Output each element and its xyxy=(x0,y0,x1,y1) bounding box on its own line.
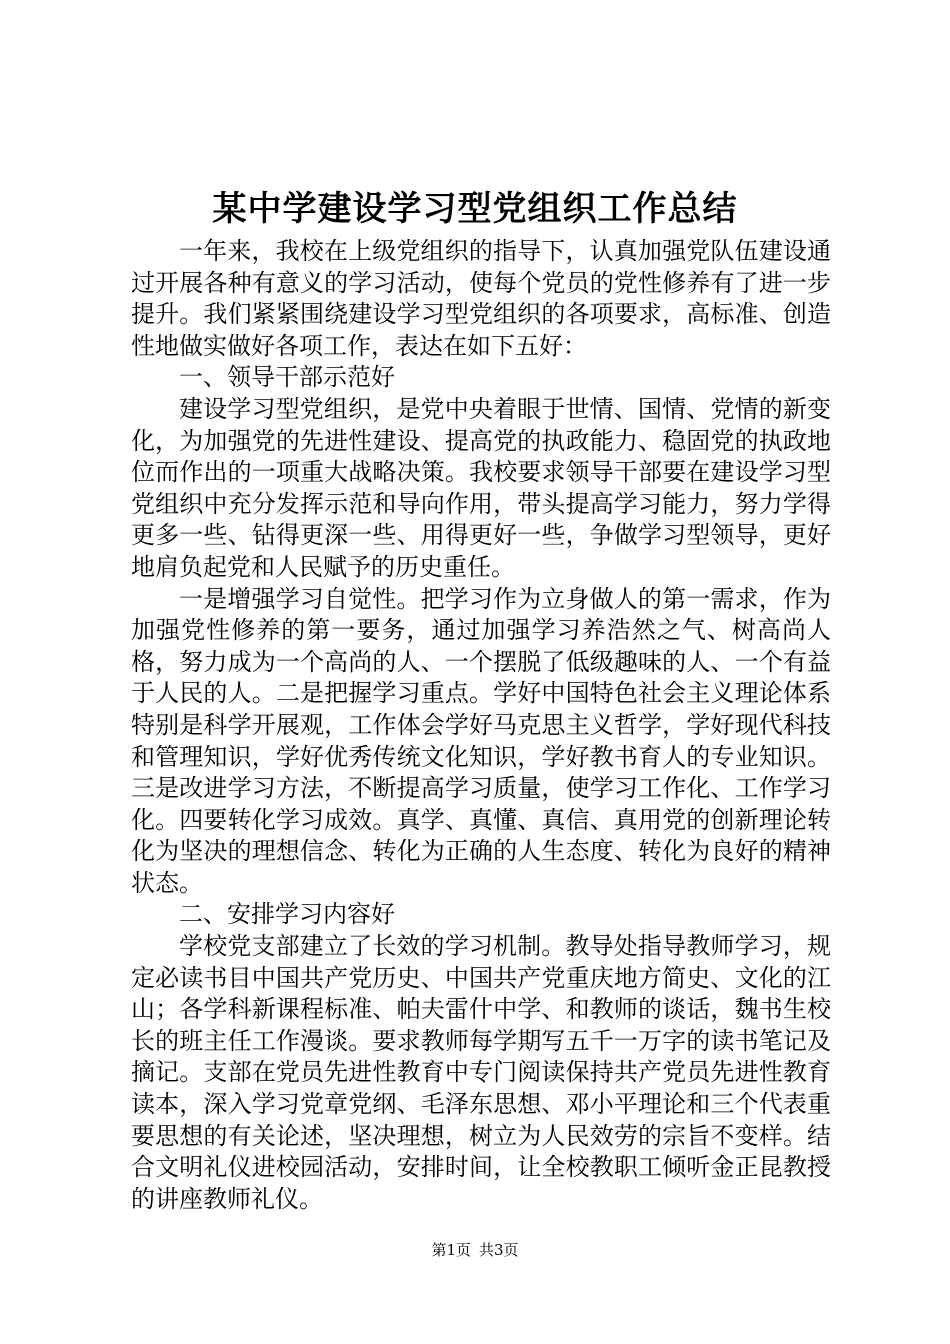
paragraph: 建设学习型党组织，是党中央着眼于世情、国情、党情的新变化，为加强党的先进性建设、提高党的执政能力、稳固党的执政地位而作出的一项重大战略决策。我校要求领导干部要在建设学习型党组织中充分发挥示范和导向作用，带头提高学习能力，努力学得更多一些、钻得更深一些、用得更好一些，争做学习型领导，更好地肩负起党和人民赋予的历史重任。 xyxy=(131,394,831,581)
page-number: 第1页 xyxy=(431,1241,471,1259)
document-title: 某中学建设学习型党组织工作总结 xyxy=(212,189,738,229)
document-body xyxy=(131,236,831,1215)
page-total: 共3页 xyxy=(479,1241,519,1259)
section-heading-2: 二、安排学习内容好 xyxy=(179,900,395,929)
paragraph-intro: 一年来，我校在上级党组织的指导下，认真加强党队伍建设通过开展各种有意义的学习活动，使每个党员的党性修养有了进一步提升。我们紧紧围绕建设学习型党组织的各项要求，高标准、创造性地做实做好各项工作，表达在如下五好： xyxy=(131,237,831,360)
section-heading-1: 一、领导干部示范好 xyxy=(179,363,395,392)
paragraph: 一是增强学习自觉性。把学习作为立身做人的第一需求，作为加强党性修养的第一要务，通过加强学习养浩然之气、树高尚人格，努力成为一个高尚的人、一个摆脱了低级趣味的人、一个有益于人民的人。二是把握学习重点。学好中国特色社会主义理论体系特别是科学开展观，工作体会学好马克思主义哲学，学好现代科技和管理知识，学好优秀传统文化知识，学好教书育人的专业知识。三是改进学习方法，不断提高学习质量，使学习工作化、工作学习化。四要转化学习成效。真学、真懂、真信、真用党的创新理论转化为坚决的理想信念、转化为正确的人生态度、转化为良好的精神状态。 xyxy=(131,584,831,897)
paragraph: 学校党支部建立了长效的学习机制。教导处指导教师学习，规定必读书目中国共产党历史、中国共产党重庆地方简史、文化的江山；各学科新课程标准、帕夫雷什中学、和教师的谈话，魏书生校长的班主任工作漫谈。要求教师每学期写五千一万字的读书笔记及摘记。支部在党员先进性教育中专门阅读保持共产党员先进性教育读本，深入学习党章党纲、毛泽东思想、邓小平理论和三个代表重要思想的有关论述，坚决理想，树立为人民效劳的宗旨不变样。结合文明礼仪进校园活动，安排时间，让全校教职工倾听金正昆教授的讲座教师礼仪。 xyxy=(131,932,831,1213)
page-footer xyxy=(0,1240,950,1260)
